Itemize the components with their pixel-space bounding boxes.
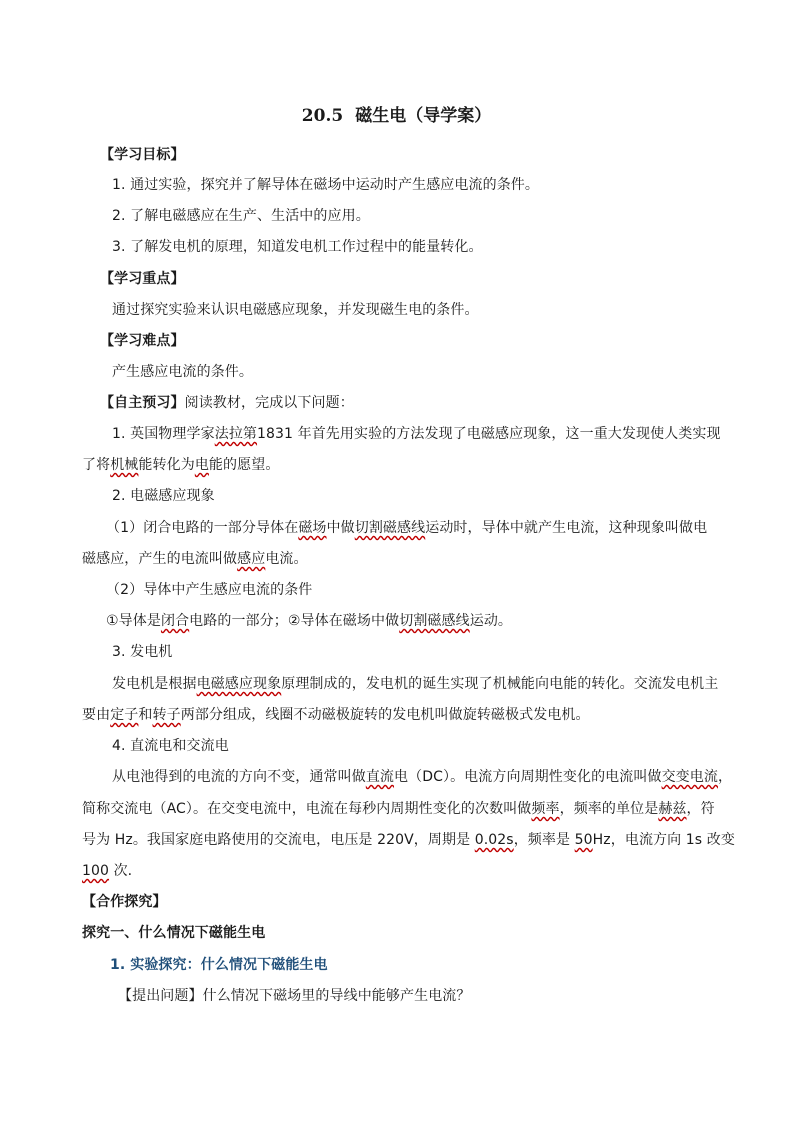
text-segment: 探究一、什么情况下磁能生电 bbox=[82, 925, 266, 941]
text-segment: 能转化为 bbox=[138, 457, 195, 473]
page-title bbox=[0, 103, 793, 129]
text-segment: 【学习难点】 bbox=[100, 333, 185, 349]
answer-blank: 直流 bbox=[365, 769, 395, 785]
text-segment: ①导体是 bbox=[106, 613, 161, 629]
text-segment: ，频率是 bbox=[513, 832, 575, 848]
text-segment: 电（DC）。电流方向周期性变化的电流叫做 bbox=[394, 769, 662, 785]
answer-blank: 切割磁感线 bbox=[399, 613, 470, 629]
text-segment: 磁感应，产生的电流叫做 bbox=[82, 551, 238, 567]
preview-item-2-2-cond bbox=[106, 611, 738, 631]
preview-item-4 bbox=[112, 736, 744, 756]
heading-key-points bbox=[100, 269, 732, 289]
preview-item-4-cont3 bbox=[82, 861, 714, 881]
text-segment: 【学习重点】 bbox=[100, 271, 185, 287]
text-segment: 什么情况下磁场里的导线中能够产生电流？ bbox=[202, 988, 471, 1004]
experiment-1-title bbox=[110, 955, 742, 975]
answer-blank: 闭合 bbox=[160, 613, 190, 629]
question-line bbox=[118, 986, 750, 1006]
goal-3 bbox=[112, 237, 744, 257]
section-title: 磁生电（导学案） bbox=[355, 106, 492, 126]
answer-blank: 感应 bbox=[237, 551, 266, 567]
preview-item-3 bbox=[112, 642, 744, 662]
text-segment: 阅读教材，完成以下问题： bbox=[184, 395, 354, 411]
preview-item-2-2 bbox=[106, 580, 738, 600]
goal-1 bbox=[112, 175, 744, 195]
preview-item-2-1 bbox=[106, 518, 738, 538]
text-segment: （1）闭合电路的一部分导体在 bbox=[106, 520, 299, 536]
text-segment: 3. 了解发电机的原理，知道发电机工作过程中的能量转化。 bbox=[112, 239, 483, 255]
answer-blank: 机械 bbox=[110, 457, 139, 473]
text-segment: 能的愿望。 bbox=[208, 457, 280, 473]
text-segment: 1. 实验探究：什么情况下磁能生电 bbox=[110, 957, 328, 973]
answer-blank: 0.02s bbox=[474, 832, 514, 848]
text-segment: ，符 bbox=[686, 801, 715, 817]
text-segment: 【提出问题】 bbox=[118, 988, 203, 1004]
text-segment: 【自主预习】 bbox=[100, 395, 185, 411]
answer-blank: 切割磁感线 bbox=[354, 520, 426, 536]
text-segment: 1831 年首先用实验的方法发现了电磁感应现象，这一重大发现使人类实现 bbox=[257, 426, 721, 442]
text-segment: 4. 直流电和交流电 bbox=[112, 738, 229, 754]
text-segment: 通过探究实验来认识电磁感应现象，并发现磁生电的条件。 bbox=[112, 302, 479, 318]
text-segment: 和 bbox=[138, 707, 153, 723]
preview-item-4-cont2 bbox=[82, 830, 735, 850]
preview-item-3-cont bbox=[82, 705, 714, 725]
text-segment: 中做 bbox=[326, 520, 355, 536]
text-segment: ， bbox=[717, 769, 733, 785]
answer-blank: 电 bbox=[194, 457, 209, 473]
preview-item-4-text bbox=[112, 767, 744, 787]
answer-blank: 频率 bbox=[531, 801, 560, 817]
preview-item-1 bbox=[112, 424, 744, 444]
text-segment: 3. 发电机 bbox=[112, 644, 173, 660]
text-segment: 运动时，导体中就产生电流，这种现象叫做电 bbox=[425, 520, 708, 536]
text-segment: 两部分组成，线圈不动磁极旋转的发电机叫做旋转磁极式发电机。 bbox=[180, 707, 590, 723]
text-segment: 次. bbox=[109, 863, 133, 879]
preview-item-4-cont1 bbox=[82, 799, 714, 819]
text-segment: 电流。 bbox=[265, 551, 308, 567]
text-segment: 原理制成的，发电机的诞生实现了机械能向电能的转化。交流发电机主 bbox=[281, 676, 719, 692]
text-segment: 2. 了解电磁感应在生产、生活中的应用。 bbox=[112, 208, 370, 224]
text-segment: 要由 bbox=[82, 707, 111, 723]
text-segment: 从电池得到的电流的方向不变，通常叫做 bbox=[112, 769, 366, 785]
text-segment: 了将 bbox=[82, 457, 111, 473]
heading-learning-goals bbox=[100, 145, 732, 165]
text-segment: Hz，电流方向 1s 改变 bbox=[592, 832, 735, 848]
difficulty-text bbox=[112, 362, 744, 382]
key-point-text bbox=[112, 300, 744, 320]
preview-item-1-cont bbox=[82, 455, 714, 475]
answer-blank: 电磁感应现象 bbox=[196, 676, 282, 692]
answer-blank: 赫兹 bbox=[658, 801, 687, 817]
text-segment: （2）导体中产生感应电流的条件 bbox=[106, 582, 313, 598]
text-segment: 产生感应电流的条件。 bbox=[112, 364, 253, 380]
heading-cooperation bbox=[82, 892, 714, 912]
preview-item-3-text bbox=[112, 674, 744, 694]
text-segment: 运动。 bbox=[469, 613, 513, 629]
text-segment: 【合作探究】 bbox=[82, 894, 167, 910]
text-segment: 号为 Hz。我国家庭电路使用的交流电，电压是 220V，周期是 bbox=[82, 832, 475, 848]
text-segment: 2. 电磁感应现象 bbox=[112, 488, 215, 504]
goal-2 bbox=[112, 206, 744, 226]
heading-difficulties bbox=[100, 331, 732, 351]
text-segment: 简称交流电（AC）。在交变电流中，电流在每秒内周期性变化的次数叫做 bbox=[82, 801, 532, 817]
answer-blank: 交变电流 bbox=[661, 769, 718, 785]
answer-blank: 转子 bbox=[152, 707, 181, 723]
text-segment: 发电机是根据 bbox=[112, 676, 197, 692]
text-segment: 1. 英国物理学家 bbox=[112, 426, 215, 442]
inquiry-1-title bbox=[82, 923, 714, 943]
section-number: 20.5 bbox=[301, 106, 344, 126]
answer-blank: 法拉第 bbox=[214, 426, 258, 442]
text-segment: ，频率的单位是 bbox=[559, 801, 659, 817]
preview-item-2 bbox=[112, 486, 744, 506]
text-segment: 电路的一部分；②导体在磁场中做 bbox=[189, 613, 400, 629]
answer-blank: 磁场 bbox=[298, 520, 327, 536]
answer-blank: 定子 bbox=[110, 707, 139, 723]
answer-blank: 50 bbox=[574, 832, 593, 848]
answer-blank: 100 bbox=[82, 863, 110, 879]
text-segment: 【学习目标】 bbox=[100, 147, 185, 163]
text-segment: 1. 通过实验，探究并了解导体在磁场中运动时产生感应电流的条件。 bbox=[112, 177, 540, 193]
preview-item-2-1-cont bbox=[82, 549, 714, 569]
heading-preview bbox=[100, 393, 732, 413]
